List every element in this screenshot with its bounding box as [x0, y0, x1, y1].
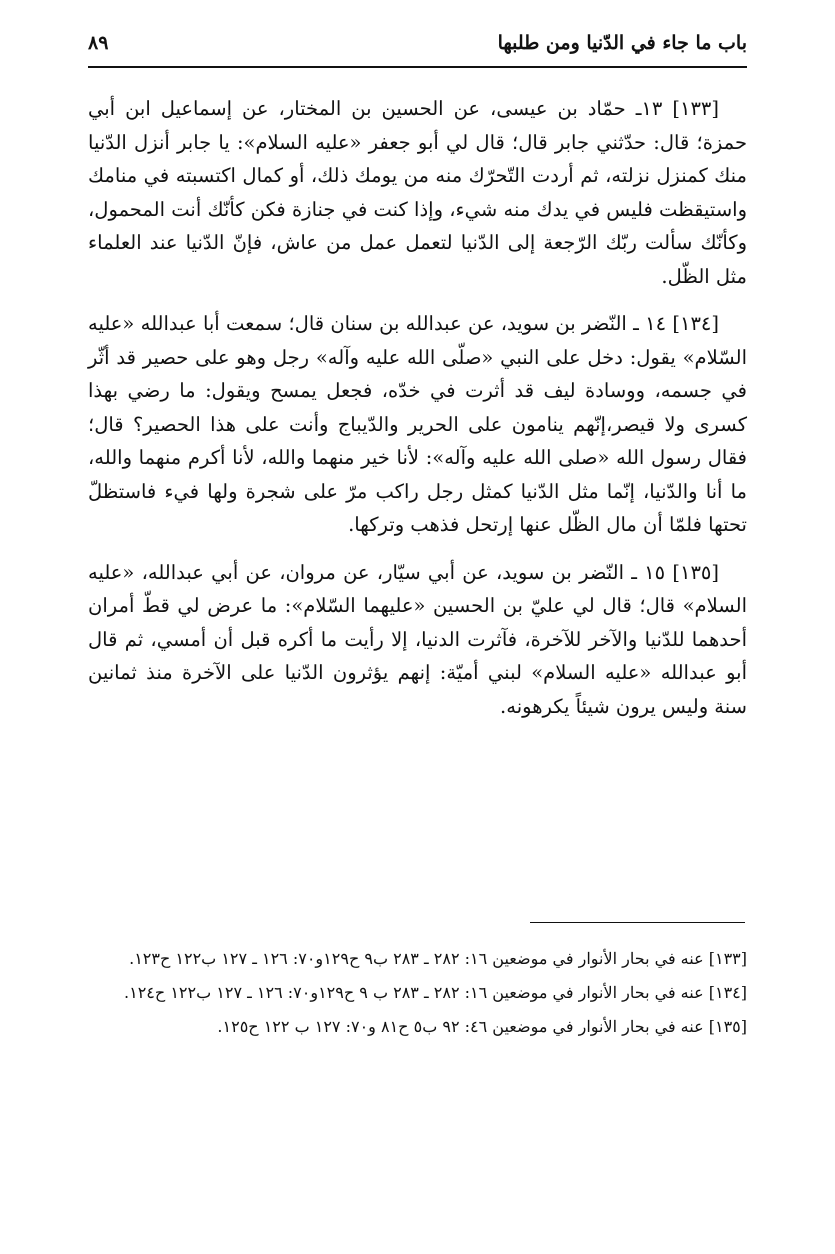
header-rule [88, 66, 747, 68]
footnote-135: [١٣٥] عنه في بحار الأنوار في موضعين ٤٦: ٩٢ ب٥ ح٨١ و٧٠: ١٢٧ ب ١٢٢ ح١٢٥. [217, 1017, 747, 1036]
footnote-133: [١٣٣] عنه في بحار الأنوار في موضعين ١٦: ٢٨٢ ـ ٢٨٣ ب٩ ح١٢٩و٧٠: ١٢٦ ـ ١٢٧ ب١٢٢ ح١٢٣. [129, 949, 747, 968]
main-text [88, 92, 747, 737]
hadith-135: [١٣٥] ١٥ ـ النّضر بن سويد، عن أبي سيّار، عن مروان، عن أبي عبدالله، «عليه السلام» قال؛ قال لي عليّ بن الحسين «عليهما السّلام»: ما عرض لي قطّ أمران أحدهما للدّنيا والآخر للآخرة، فآثرت الدنيا، إلا رأيت ما أكره قبل أن أمسي، ثم قال أبو عبدالله «عليه السلام» لبني أميّة: إنهم يؤثرون الدّنيا على الآخرة منذ ثمانين سنة وليس يرون شيئاً يكرهونه. [88, 560, 747, 718]
footnote-rule [530, 922, 745, 923]
footnotes [88, 944, 747, 1046]
hadith-134: [١٣٤] ١٤ ـ النّضر بن سويد، عن عبدالله بن سنان قال؛ سمعت أبا عبدالله «عليه السّلام» يقول: دخل على النبي «صلّى الله عليه وآله» رجل وهو على حصير قد أثّر في جسمه، ووسادة ليف قد أثرت في خدّه، فجعل يمسح ويقول: ما رضي بهذا كسرى ولا قيصر،إنّهم ينامون على الحرير والدّيباج وأنت على هذا الحصير؟ قال؛ فقال رسول الله «صلى الله عليه وآله»: لأنا خير منهما والله، لأنا أكرم منهما والله، ما أنا والدّنيا، إنّما مثل الدّنيا كمثل رجل راكب مرّ على شجرة ولها فيء فاستظلّ تحتها فلمّا أن مال الظّل عنها إرتحل فذهب وتركها. [88, 312, 747, 536]
hadith-133: [١٣٣] ١٣ـ حمّاد بن عيسى، عن الحسين بن المختار، عن إسماعيل ابن أبي حمزة؛ قال: حدّثني جابر قال؛ قال لي أبو جعفر «عليه السلام»: يا جابر أنزل الدّنيا منك كمنزل نزلته، ثم أردت التّحرّك منه من يومك ذلك، أو كمال اكتسبته في منامك واستيقظت فليس في يدك منه شيء، وإذا كنت في جنازة فكن كأنّك أنت المحمول، وكأنّك سألت ربّك الرّجعة إلى الدّنيا لتعمل عمل من عاش، فإنّ الدّنيا عند العلماء مثل الظّل. [88, 97, 747, 288]
footnote-134: [١٣٤] عنه في بحار الأنوار في موضعين ١٦: ٢٨٢ ـ ٢٨٣ ب ٩ ح١٢٩و٧٠: ١٢٦ ـ ١٢٧ ب١٢٢ ح١٢٤. [124, 983, 747, 1002]
page-header [88, 30, 747, 66]
page-number: ٨٩ [88, 32, 109, 54]
running-title: باب ما جاء في الدّنيا ومن طلبها [497, 32, 747, 54]
